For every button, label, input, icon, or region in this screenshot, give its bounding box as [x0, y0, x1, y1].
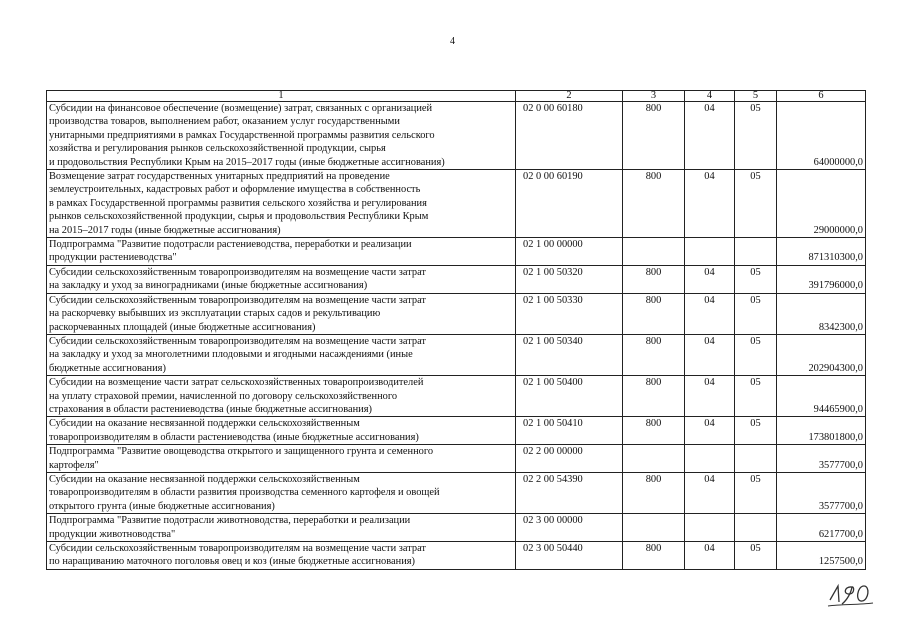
- amount-cell: 64000000,0: [777, 102, 866, 170]
- description-line: товаропроизводителям в области развития производства семенного картофеля и овощей: [49, 487, 440, 499]
- expense-type-cell: [623, 445, 685, 473]
- amount-cell: 1257500,0: [777, 542, 866, 570]
- table-row: [47, 514, 866, 542]
- amount-cell: 3577700,0: [777, 445, 866, 473]
- table-row: [47, 238, 866, 266]
- subsection-cell: 05: [735, 170, 777, 238]
- expense-type-cell: [623, 238, 685, 266]
- description-line: раскорчеванных площадей (иные бюджетные ассигнования): [49, 321, 316, 333]
- amount-cell: 173801800,0: [777, 417, 866, 445]
- code-cell: 02 1 00 50410: [516, 417, 623, 445]
- handwritten-signature: [826, 578, 876, 608]
- section-cell: 04: [685, 170, 735, 238]
- expense-type-cell: 800: [623, 334, 685, 375]
- subsection-cell: 05: [735, 472, 777, 513]
- subsection-cell: 05: [735, 293, 777, 334]
- section-cell: 04: [685, 417, 735, 445]
- column-header: 5: [735, 91, 777, 102]
- description-cell: [47, 445, 516, 473]
- description-line: Субсидии сельскохозяйственным товаропроизводителям на возмещение части затрат: [49, 294, 426, 306]
- table-row: [47, 472, 866, 513]
- section-cell: 04: [685, 542, 735, 570]
- section-cell: 04: [685, 265, 735, 293]
- subsection-cell: [735, 238, 777, 266]
- description-cell: [47, 102, 516, 170]
- table-row: [47, 265, 866, 293]
- table-row: [47, 376, 866, 417]
- description-line: в рамках Государственной программы развития сельского хозяйства и регулирования: [49, 197, 427, 209]
- section-cell: 04: [685, 293, 735, 334]
- code-cell: 02 3 00 00000: [516, 514, 623, 542]
- subsection-cell: [735, 445, 777, 473]
- description-cell: [47, 376, 516, 417]
- section-cell: [685, 514, 735, 542]
- section-cell: [685, 445, 735, 473]
- description-line: рынков сельскохозяйственной продукции, сырья и продовольствия Республики Крым: [49, 211, 429, 223]
- table-row: [47, 102, 866, 170]
- amount-cell: 871310300,0: [777, 238, 866, 266]
- description-cell: [47, 293, 516, 334]
- description-line: и продовольствия Республики Крым на 2015–2017 годы (иные бюджетные ассигнования): [49, 156, 445, 168]
- description-line: Подпрограмма "Развитие овощеводства открытого и защищенного грунта и семенного: [49, 446, 434, 458]
- expense-type-cell: 800: [623, 102, 685, 170]
- description-line: унитарными предприятиями в рамках Государственной программы развития сельского: [49, 129, 435, 141]
- section-cell: 04: [685, 334, 735, 375]
- description-line: по наращиванию маточного поголовья овец и коз (иные бюджетные ассигнования): [49, 556, 415, 568]
- code-cell: 02 2 00 00000: [516, 445, 623, 473]
- expense-type-cell: 800: [623, 265, 685, 293]
- section-cell: [685, 238, 735, 266]
- code-cell: 02 3 00 50440: [516, 542, 623, 570]
- code-cell: 02 2 00 54390: [516, 472, 623, 513]
- description-cell: [47, 542, 516, 570]
- description-cell: [47, 417, 516, 445]
- column-header: 4: [685, 91, 735, 102]
- description-line: открытого грунта (иные бюджетные ассигнования): [49, 500, 275, 512]
- description-line: на раскорчевку выбывших из эксплуатации старых садов и рекультивацию: [49, 308, 381, 320]
- description-cell: [47, 334, 516, 375]
- subsection-cell: 05: [735, 542, 777, 570]
- expense-type-cell: 800: [623, 417, 685, 445]
- description-line: продукции растениеводства": [49, 252, 177, 264]
- description-line: Субсидии на финансовое обеспечение (возмещение) затрат, связанных с организацией: [49, 103, 433, 114]
- column-header: 6: [777, 91, 866, 102]
- amount-cell: 29000000,0: [777, 170, 866, 238]
- column-header: 2: [516, 91, 623, 102]
- subsection-cell: 05: [735, 417, 777, 445]
- section-cell: 04: [685, 376, 735, 417]
- amount-cell: 3577700,0: [777, 472, 866, 513]
- code-cell: 02 1 00 50330: [516, 293, 623, 334]
- description-line: страхования в области растениеводства (иные бюджетные ассигнования): [49, 403, 372, 415]
- code-cell: 02 0 00 60190: [516, 170, 623, 238]
- description-line: на закладку и уход за многолетними плодовыми и ягодными насаждениями (иные: [49, 349, 413, 361]
- table-row: [47, 417, 866, 445]
- table-row: [47, 334, 866, 375]
- description-line: Субсидии на оказание несвязанной поддержки сельскохозяйственным: [49, 418, 360, 430]
- expense-type-cell: 800: [623, 542, 685, 570]
- amount-cell: 391796000,0: [777, 265, 866, 293]
- description-line: Подпрограмма "Развитие подотрасли животноводства, переработки и реализации: [49, 515, 411, 527]
- description-line: Субсидии сельскохозяйственным товаропроизводителям на возмещение части затрат: [49, 543, 426, 554]
- description-line: Субсидии на оказание несвязанной поддержки сельскохозяйственным: [49, 473, 360, 485]
- table-row: [47, 542, 866, 570]
- description-line: Субсидии сельскохозяйственным товаропроизводителям на возмещение части затрат: [49, 335, 426, 347]
- description-line: товаропроизводителям в области растениеводства (иные бюджетные ассигнования): [49, 431, 419, 443]
- description-line: Подпрограмма "Развитие подотрасли растениеводства, переработки и реализации: [49, 239, 412, 251]
- expense-type-cell: 800: [623, 293, 685, 334]
- subsection-cell: 05: [735, 376, 777, 417]
- amount-cell: 94465900,0: [777, 376, 866, 417]
- description-line: на уплату страховой премии, начисленной по договору сельскохозяйственного: [49, 390, 398, 402]
- table-body: [47, 102, 866, 570]
- code-cell: 02 1 00 50320: [516, 265, 623, 293]
- budget-table: [46, 90, 866, 570]
- header-row: [47, 91, 866, 102]
- description-line: Субсидии на возмещение части затрат сельскохозяйственных товаропроизводителей: [49, 377, 424, 389]
- amount-cell: 8342300,0: [777, 293, 866, 334]
- description-cell: [47, 514, 516, 542]
- description-line: Субсидии сельскохозяйственным товаропроизводителям на возмещение части затрат: [49, 266, 426, 278]
- description-line: на закладку и уход за виноградниками (иные бюджетные ассигнования): [49, 280, 368, 292]
- description-cell: [47, 170, 516, 238]
- table-row: [47, 445, 866, 473]
- description-line: продукции животноводства": [49, 528, 176, 540]
- amount-cell: 202904300,0: [777, 334, 866, 375]
- code-cell: 02 1 00 50400: [516, 376, 623, 417]
- expense-type-cell: 800: [623, 472, 685, 513]
- section-cell: 04: [685, 472, 735, 513]
- subsection-cell: 05: [735, 265, 777, 293]
- subsection-cell: 05: [735, 102, 777, 170]
- code-cell: 02 1 00 00000: [516, 238, 623, 266]
- code-cell: 02 0 00 60180: [516, 102, 623, 170]
- description-line: картофеля": [49, 459, 99, 471]
- amount-cell: 6217700,0: [777, 514, 866, 542]
- expense-type-cell: [623, 514, 685, 542]
- expense-type-cell: 800: [623, 376, 685, 417]
- section-cell: 04: [685, 102, 735, 170]
- description-cell: [47, 238, 516, 266]
- subsection-cell: [735, 514, 777, 542]
- page-number: 4: [450, 36, 455, 47]
- column-header: 1: [47, 91, 516, 102]
- code-cell: 02 1 00 50340: [516, 334, 623, 375]
- description-line: Возмещение затрат государственных унитарных предприятий на проведение: [49, 171, 390, 183]
- table-row: [47, 170, 866, 238]
- description-line: на 2015–2017 годы (иные бюджетные ассигнования): [49, 224, 281, 236]
- description-line: хозяйства и регулирования рынков сельскохозяйственной продукции, сырья: [49, 143, 386, 155]
- column-header: 3: [623, 91, 685, 102]
- table-row: [47, 293, 866, 334]
- description-cell: [47, 472, 516, 513]
- description-line: бюджетные ассигнования): [49, 362, 166, 374]
- description-line: землеустроительных, кадастровых работ и оформление имущества в собственность: [49, 184, 421, 196]
- description-cell: [47, 265, 516, 293]
- subsection-cell: 05: [735, 334, 777, 375]
- expense-type-cell: 800: [623, 170, 685, 238]
- description-line: производства товаров, выполнением работ, оказанием услуг государственными: [49, 116, 400, 128]
